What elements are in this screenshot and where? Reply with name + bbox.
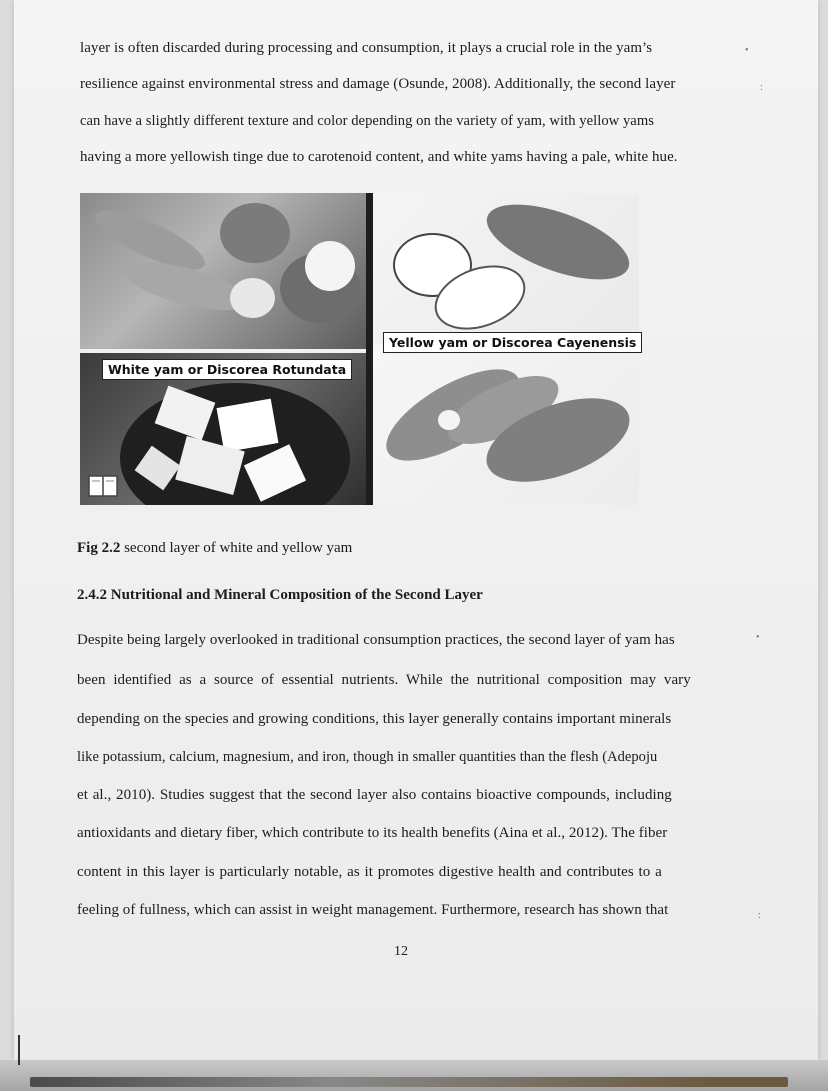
scan-speck: :: [760, 82, 763, 93]
yellow-yam-cut-photo: [373, 345, 639, 505]
figure-caption-text: second layer of white and yellow yam: [120, 540, 353, 556]
scan-bottom-edge: [0, 1060, 828, 1091]
paragraph-line: been identified as a source of essential nutrients. While the nutritional composition may vary: [77, 672, 691, 688]
scan-speck: •: [745, 45, 749, 56]
scan-speck: •: [756, 632, 760, 643]
scan-edge-line: [18, 1035, 20, 1065]
page-number: 12: [394, 944, 408, 959]
paragraph-line: can have a slightly different texture and color depending on the variety of yam, with yellow yams: [80, 113, 654, 129]
figure-caption: [77, 540, 352, 557]
paragraph-line: antioxidants and dietary fiber, which contribute to its health benefits (Aina et al., 2012). The fiber: [77, 825, 668, 841]
paragraph-line: content in this layer is particularly notable, as it promotes digestive health and contributes to a: [77, 864, 662, 880]
scan-speck: :: [758, 910, 761, 921]
book-icon: [88, 475, 118, 497]
white-yam-label: White yam or Discorea Rotundata: [102, 359, 352, 380]
section-heading: 2.4.2 Nutritional and Mineral Composition of the Second Layer: [77, 587, 483, 603]
figure-divider: [366, 193, 373, 505]
paragraph-line: et al., 2010). Studies suggest that the second layer also contains bioactive compounds, including: [77, 787, 672, 803]
paragraph-line: like potassium, calcium, magnesium, and iron, though in smaller quantities than the flesh (Adepoju: [77, 749, 658, 765]
yellow-yam-tubers-photo: [373, 193, 639, 343]
yam-figure: [80, 193, 639, 505]
paragraph-line: layer is often discarded during processing and consumption, it plays a crucial role in the yam’s: [80, 40, 653, 56]
paragraph-line: feeling of fullness, which can assist in weight management. Furthermore, research has shown that: [77, 902, 669, 918]
paragraph-line: depending on the species and growing conditions, this layer generally contains important minerals: [77, 711, 672, 727]
paragraph-line: Despite being largely overlooked in traditional consumption practices, the second layer of yam has: [77, 632, 675, 648]
paragraph-line: having a more yellowish tinge due to carotenoid content, and white yams having a pale, white hue.: [80, 149, 678, 165]
white-yam-tubers-photo: [80, 193, 366, 349]
paragraph-line: resilience against environmental stress and damage (Osunde, 2008). Additionally, the second layer: [80, 76, 676, 92]
figure-caption-number: Fig 2.2: [77, 540, 121, 556]
yellow-yam-label: Yellow yam or Discorea Cayenensis: [383, 332, 642, 353]
